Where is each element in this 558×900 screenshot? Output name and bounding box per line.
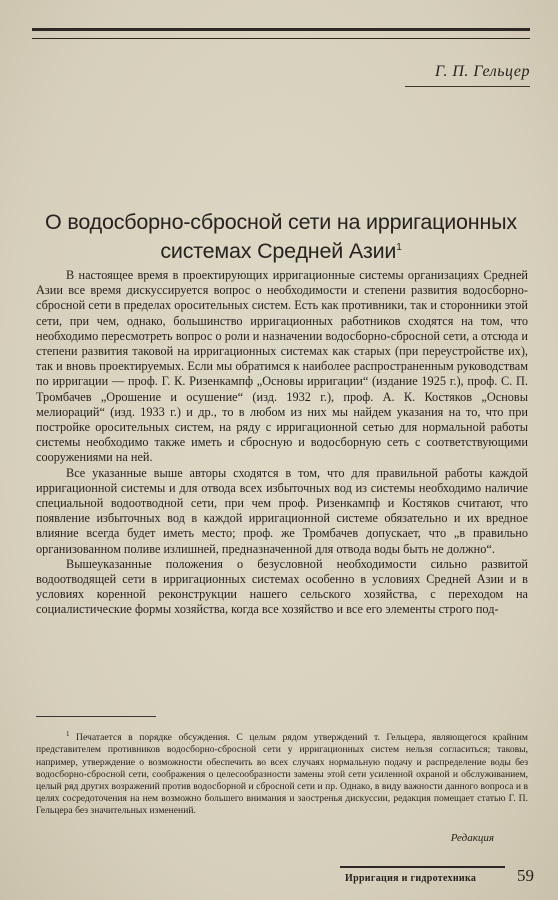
footnote-rule — [36, 716, 156, 717]
title-line-2: системах Средней Азии — [160, 239, 397, 264]
paragraph-2: Все указанные выше авторы сходятся в том, что для правильной работы каждой ирригационной системы и для отвода всех избыточных вод из системы необходимо наличие специальной водоотводной сети, при чем проф. Ризенкампф и Костяков считают, что появление избыточных вод в каждой ирригационной системе обязательно и их вредное влияние всегда будет иметь место; проф. же Тромбачев допускает, что „в правильно организованном поливе излишней, предназначенной для отвода воды быть не должно“. — [36, 465, 528, 556]
footnote-text: Печатается в порядке обсуждения. С целым рядом утверждений т. Гельцера, являющегося крайним представителем противников водосборно-сбросной сети у ирригационных систем нельзя согласиться; таковы, например, утверждение о возможности обеспечить во всех случаях нормальную подачу и распределение воды без водосборно-сбросной сети, соображения о целесообразности замены этой сети усиленной охраной и обслуживанием, целый ряд других возражений против водосборной и сбросной сети и пр. Однако, в виду важности данного вопроса и в целях сосредоточения на нем возможно большего внимания и заостренья дискуссии, редакция помещает статью Г. П. Гельцера без значительных изменений. — [36, 732, 528, 817]
footnote-mark: 1 — [66, 730, 70, 738]
article-body — [36, 268, 528, 618]
title-line-1: О водосборно-сбросной сети на ирригационных — [45, 210, 517, 234]
footer-rule — [340, 866, 505, 868]
paragraph-1: В настоящее время в проектирующих ирригационные системы организациях Средней Азии все время дискуссируется вопрос о необходимости и степени развития водосборно-сбросной сети в пределах оросительных систем. Есть как противники, так и сторонники этой сети, при чем, однако, большинство ирригационных работников сходятся на том, что необходимо пересмотреть вопрос о роли и назначении водосборно-сбросной сети, а отсюда и степени развития таковой на ирригационных системах как старых (при переустройстве их), так и вновь проектируемых. Если мы обратимся к наиболее распространенным руководствам по ирригации — проф. Г. К. Ризенкампф „Основы ирригации“ (издание 1925 г.), проф. С. П. Тромбачев „Орошение и осушение“ (изд. 1932 г.), проф. А. К. Костяков „Основы мелиораций“ (изд. 1933 г.) и др., то в любом из них мы найдем указания на то, что при постройке оросительных систем, на ряду с ирригационной сетью для нормальной работы системы необходимо также иметь и сбросную и водосборную сеть с соответствующими сооружениями на ней. — [36, 268, 528, 465]
journal-name: Ирригация и гидротехника — [345, 873, 477, 884]
footnote — [36, 728, 528, 818]
author-underline — [405, 86, 530, 87]
editor-signature: Редакция — [450, 832, 494, 844]
article-title — [36, 210, 526, 264]
top-rule — [32, 28, 530, 39]
page-number: 59 — [517, 866, 534, 885]
footnote-paragraph — [36, 728, 528, 818]
paragraph-3: Вышеуказанные положения о безусловной необходимости сильно развитой водоотводящей сети в ирригационных системах особенно в условиях Средней Азии и в условиях коренной реконструкции нашего сельского хозяйства, с переходом на социалистические формы хозяйства, когда все хозяйство и все его элементы строго под- — [36, 556, 528, 617]
article-author: Г. П. Гельцер — [434, 63, 530, 80]
title-footnote-mark: 1 — [396, 242, 402, 253]
